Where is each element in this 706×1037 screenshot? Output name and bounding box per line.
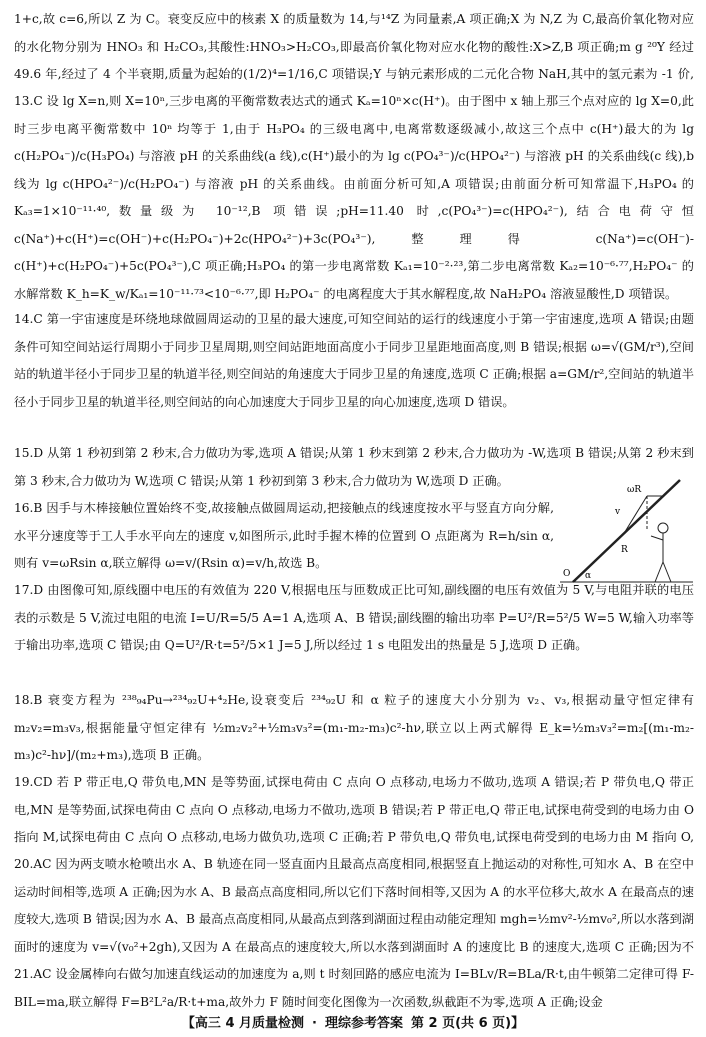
paragraph-15: 15.D 从第 1 秒初到第 2 秒末,合力做功为零,选项 A 错误;从第 1 秒末到第 2 秒末,合力做功为 -W,选项 B 错误;从第 2 秒末到第 3 秒末,合力做功为 W,选项 C 错误;从第 1 秒初到第 3 秒末,合力做功为 W,选项 D 正确。 [14, 446, 694, 488]
label-r: R [621, 545, 628, 555]
label-o: O [563, 569, 571, 579]
label-alpha: α [585, 571, 592, 581]
paragraph-19: 19.CD 若 P 带正电,Q 带负电,MN 是等势面,试探电荷由 C 点向 O 点移动,电场力不做功,选项 A 错误;若 P 带负电,Q 带正电,MN 是等势面,试探电荷由 C 点向 O 点移动,电场力不做功,选项 B 错误;若 P 带正电,Q 带正电,试探电荷受到的电场力由 O 指向 M,试探电荷由 C 点向 O 点移动,电场力做负功,选项 C 正确;若 P 带负电,Q 带负电,试探电荷受到的电场力由 M 指向 O, [14, 775, 694, 844]
paragraph-20: 20.AC 因为两支喷水枪喷出水 A、B 轨迹在同一竖直面内且最高点高度相同,根据竖直上抛运动的对称性,可知水 A、B 在空中运动时间相等,选项 A 正确;因为水 A、B 最高点高度相同,所以它们下落时间相等,又因为 A 的水平位移大,故水 A 在最高点的速度较大,选项 B 错误;因为水 A、B 最高点高度相同,从最高点到落到湖面过程由动能定理知 mgh=½mv²-½mv₀²,所以水落到湖面时的速度为 v=√(v₀²+2gh),又因为 A 在最高点的速度较大,所以水落到湖面时 A 的速度比 B 的速度大,选项 C 正确;因为不 [14, 857, 694, 954]
paragraph-16: 16.B 因手与木棒接触位置始终不变,故接触点做圆周运动,把接触点的线速度按水平与竖直方向分解,水平分速度等于工人手水平向左的速度 v,如图所示,此时手握木棒的位置到 O 点距离为 R=h/sin α,则有 v=ωRsin α,联立解得 ω=v/(Rsin α)=v/h,故选 B。 [14, 501, 554, 570]
footer-page: 第 2 页(共 6 页)】 [411, 1016, 525, 1031]
footer-left: 【高三 4 月质量检测 [181, 1016, 305, 1031]
paragraph-14: 14.C 第一宇宙速度是环绕地球做圆周运动的卫星的最大速度,可知空间站的运行的线速度小于第一宇宙速度,选项 A 错误;由题条件可知空间站运行周期小于同步卫星周期,则空间站距地面高度小于同步卫星距地面高度,则 B 错误;根据 ω=√(GM/r³),空间站的轨道半径小于同步卫星的轨道半径,则空间站的角速度大于同步卫星的角速度,选项 C 正确;根据 a=GM/r²,空间站的轨道半径小于同步卫星的轨道半径,则空间站的向心加速度大于同步卫星的向心加速度,选项 D 错误。 [14, 312, 694, 409]
paragraph-12-tail: 1+c,故 c=6,所以 Z 为 C。衰变反应中的核素 X 的质量数为 14,与¹⁴Z 为同量素,A 项正确;X 为 N,Z 为 C,最高价氧化物对应的水化物分别为 HNO₃ 和 H₂CO₃,其酸性:HNO₃>H₂CO₃,即最高价氧化物对应水化物的酸性:X>Z,B 项正确;m g ²⁰Y 经过 49.6 年,经过了 4 个半衰期,质量为起始的(1/2)⁴=1/16,C 项错误;Y 与钠元素形成的二元化合物 NaH,其中的氢元素为 -1 价, [14, 12, 694, 81]
rod-diagram [555, 470, 697, 590]
page-footer [0, 1012, 706, 1031]
footer-title: 理综参考答案 [324, 1016, 403, 1031]
paragraph-18: 18.B 衰变方程为 ²³⁸₉₄Pu→²³⁴₉₂U+⁴₂He,设衰变后 ²³⁴₉₂U 和 α 粒子的速度大小分别为 v₂、v₃,根据动量守恒定律有 m₂v₂=m₃v₃,根据能量守恒定律有 ½m₂v₂²+½m₃v₃²=(m₁-m₂-m₃)c²-hν,联立以上两式解得 E_k=½m₃v₃²=m₂[(m₁-m₂-m₃)c²-hν]/(m₂+m₃),选项 B 正确。 [14, 693, 694, 762]
label-omega-r: ωR [627, 485, 642, 495]
footer-dot: · [312, 1016, 317, 1031]
paragraph-17: 17.D 由图像可知,原线圈中电压的有效值为 220 V,根据电压与匝数成正比可知,副线圈的电压有效值为 5 V,与电阻并联的电压表的示数是 5 V,流过电阻的电流 I=U/R=5/5 A=1 A,选项 A、B 错误;副线圈的输出功率 P=U²/R=5²/5 W=5 W,输入功率等于输出功率,选项 C 错误;由 Q=U²/R·t=5²/5×1 J=5 J,所以经过 1 s 电阻发出的热量是 5 J,选项 D 正确。 [14, 583, 694, 652]
paragraph-21: 21.AC 设金属棒向右做匀加速直线运动的加速度为 a,则 t 时刻回路的感应电流为 I=BLv/R=BLa/R·t,由牛顿第二定律可得 F-BIL=ma,联立解得 F=B²L²a/R·t+ma,故外力 F 随时间变化图像为一次函数,纵截距不为零,选项 A 正确;设金 [14, 967, 694, 1009]
label-v: v [615, 507, 621, 517]
paragraph-13: 13.C 设 lg X=n,则 X=10ⁿ,三步电离的平衡常数表达式的通式 Kₐ=10ⁿ×c(H⁺)。由于图中 x 轴上那三个点对应的 lg X=0,此时三步电离平衡常数中 10ⁿ 均等于 1,由于 H₃PO₄ 的三级电离中,电离常数逐级减小,故这三个点中 c(H⁺)最大的为 lg c(H₂PO₄⁻)/c(H₃PO₄) 与溶液 pH 的关系曲线(a 线),c(H⁺)最小的为 lg c(PO₄³⁻)/c(HPO₄²⁻) 与溶液 pH 的关系曲线(c 线),b 线为 lg c(HPO₄²⁻)/c(H₂PO₄⁻) 与溶液 pH 的关系曲线。由前面分析可知,A 项错误;由前面分析可知常温下,H₃PO₄ 的 Kₐ₃=1×10⁻¹¹·⁴⁰,数量级为 10⁻¹²,B 项错误;pH=11.40 时,c(PO₄³⁻)=c(HPO₄²⁻),结合电荷守恒 c(Na⁺)+c(H⁺)=c(OH⁻)+c(H₂PO₄⁻)+2c(HPO₄²⁻)+3c(PO₄³⁻),整理得 c(Na⁺)=c(OH⁻)-c(H⁺)+c(H₂PO₄⁻)+5c(PO₄³⁻),C 项正确;H₃PO₄ 的第一步电离常数 Kₐ₁=10⁻²·²³,第二步电离常数 Kₐ₂=10⁻⁶·⁷⁷,H₂PO₄⁻ 的水解常数 K_h=K_w/Kₐ₁=10⁻¹¹·⁷³<10⁻⁶·⁷⁷,即 H₂PO₄⁻ 的电离程度大于其水解程度,故 NaH₂PO₄ 溶液显酸性,D 项错误。 [14, 94, 694, 301]
